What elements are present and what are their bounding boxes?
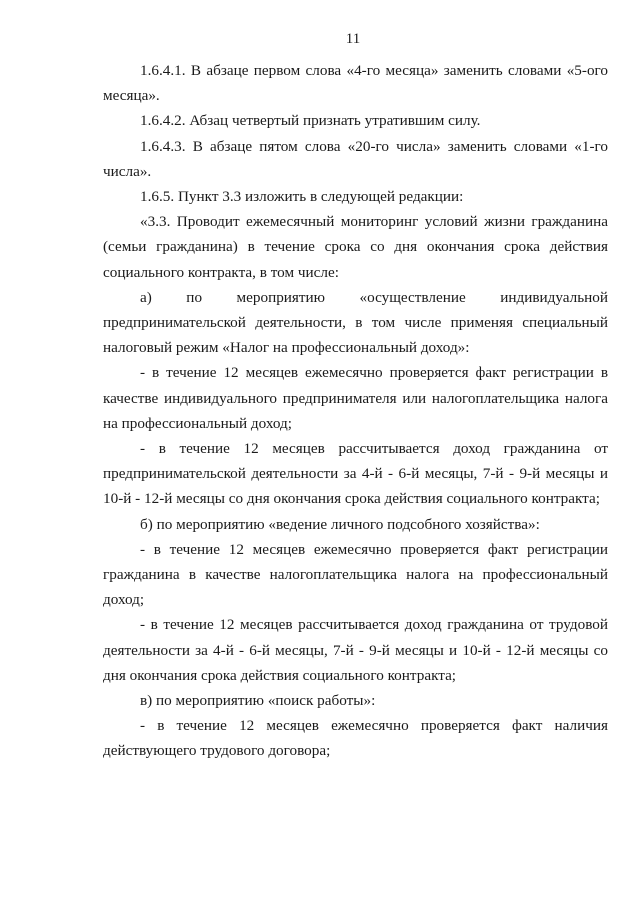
paragraph-a-registration-check: - в течение 12 месяцев ежемесячно проверяется факт регистрации в качестве индивидуального предпринимателя или налогоплательщика налога на профессиональный доход; [103,364,608,432]
paragraph-item-v: в) по мероприятию «поиск работы»: [140,692,376,710]
page-number: 11 [345,31,361,47]
paragraph-1-6-5: 1.6.5. Пункт 3.3 изложить в следующей редакции: [140,188,464,206]
paragraph-a-income-calc: - в течение 12 месяцев рассчитывается доход гражданина от предпринимательской деятельности за 4-й - 6-й месяцы, 7-й - 9-й месяцы и 10-й - 12-й месяцы со дня окончания срока действия социального контракта; [103,440,608,508]
paragraph-1-6-4-2: 1.6.4.2. Абзац четвертый признать утратившим силу. [140,112,481,130]
paragraph-item-b: б) по мероприятию «ведение личного подсобного хозяйства»: [140,515,540,533]
paragraph-1-6-4-3: 1.6.4.3. В абзаце пятом слова «20-го числа» заменить словами «1-го числа». [103,137,608,180]
paragraph-item-a: а) по мероприятию «осуществление индивидуальной предпринимательской деятельности, в том числе применяя специальный налоговый режим «Налог на профессиональный доход»: [103,288,608,357]
paragraph-3-3: «3.3. Проводит ежемесячный мониторинг условий жизни гражданина (семьи гражданина) в течение срока со дня окончания срока действия социального контракта, в том числе: [103,213,608,281]
document-body [103,58,608,764]
paragraph-b-income-calc: - в течение 12 месяцев рассчитывается доход гражданина от трудовой деятельности за 4-й - 6-й месяцы, 7-й - 9-й месяцы и 10-й - 12-й месяцы со дня окончания срока действия социального контракта; [103,616,608,684]
paragraph-v-contract-check: - в течение 12 месяцев ежемесячно проверяется факт наличия действующего трудового договора; [103,717,608,760]
paragraph-b-registration-check: - в течение 12 месяцев ежемесячно проверяется факт регистрации гражданина в качестве налогоплательщика налога на профессиональный доход; [103,540,608,609]
paragraph-1-6-4-1: 1.6.4.1. В абзаце первом слова «4-го месяца» заменить словами «5-ого месяца». [103,62,608,105]
